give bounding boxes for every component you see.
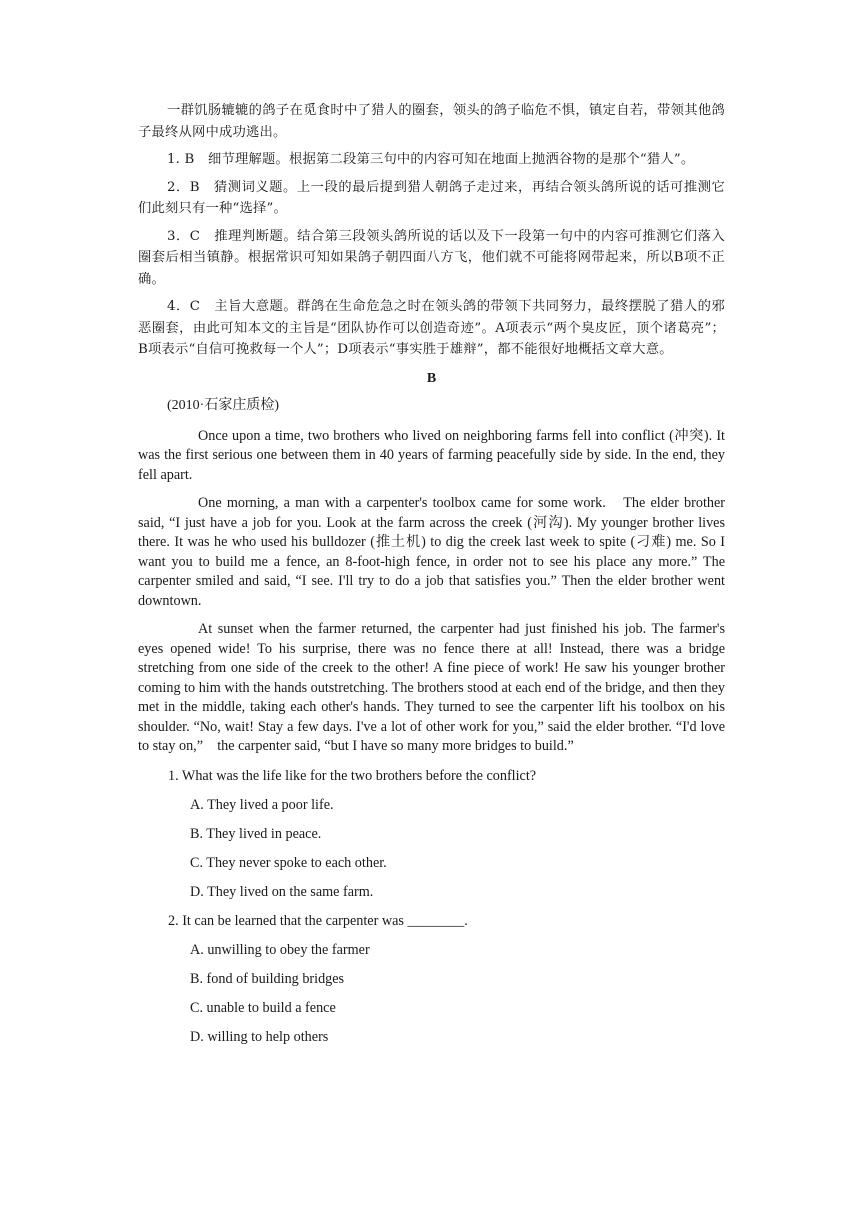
document-page [138,100,725,1056]
passage-paragraph-1: Once upon a time, two brothers who lived on neighboring farms fell into conflict (冲突). It was the first serious one between them in 40 years of farming peacefully side by side. In the end, they fell apart. [138,427,725,483]
answer-explanation-1: 1. B 细节理解题。根据第二段第三句中的内容可知在地面上抛洒谷物的是那个“猎人”。 [167,152,695,167]
source-citation: (2010·石家庄质检) [167,397,279,413]
question-block-2 [138,911,725,1047]
question-block-1 [138,766,725,902]
option-d: D. willing to help others [190,1028,329,1045]
option-c: C. unable to build a fence [190,999,336,1016]
option-a: A. unwilling to obey the farmer [190,941,370,958]
option-a: A. They lived a poor life. [190,796,334,813]
answer-explanation-2: 2．B 猜测词义题。上一段的最后提到猎人朝鸽子走过来，再结合领头鸽所说的话可推测它们此刻只有一种“选择”。 [138,179,725,216]
passage-paragraph-2: One morning, a man with a carpenter's toolbox came for some work. The elder brother said, “I just have a job for you. Look at the farm across the creek (河沟). My younger brother lives there. It was he who used his bulldozer (推土机) to dig the creek last week to spite (刁难) me. So I want you to build me a fence, an 8-foot-high fence, in order not to see his place any more.” The carpenter smiled and said, “I see. I'll try to do a job that satisfies you.” Then the elder brother went downtown. [138,495,725,609]
option-list [138,940,725,1047]
option-b: B. fond of building bridges [190,970,345,987]
option-c: C. They never spoke to each other. [190,854,387,871]
section-title: B [426,370,437,386]
passage-paragraph-3: At sunset when the farmer returned, the carpenter had just finished his job. The farmer's eyes opened wide! To his surprise, there was no fence there at all! Instead, there was a bridge stretching from one side of the creek to the other! A fine piece of work! He saw his younger brother coming to him with the hands outstretching. The brothers stood at each end of the bridge, and then they met in the middle, taking each other's hands. They turned to see the carpenter lift his toolbox on his shoulder. “No, wait! Stay a few days. I've a lot of other work for you,” said the elder brother. “I'd love to stay on,” the carpenter said, “but I have so many more bridges to build.” [138,621,725,754]
option-list [138,795,725,902]
answer-explanation-3: 3．C 推理判断题。结合第三段领头鸽所说的话以及下一段第一句中的内容可推测它们落入圈套后相当镇静。根据常识可知如果鸽子朝四面八方飞，他们就不可能将网带起来，所以B项不正确。 [138,228,725,287]
option-d: D. They lived on the same farm. [190,883,374,900]
summary-paragraph: 一群饥肠辘辘的鸽子在觅食时中了猎人的圈套，领头的鸽子临危不惧，镇定自若，带领其他鸽子最终从网中成功逃出。 [138,103,725,140]
answer-explanation-4: 4．C 主旨大意题。群鸽在生命危急之时在领头鸽的带领下共同努力，最终摆脱了猎人的邪恶圈套，由此可知本文的主旨是“团队协作可以创造奇迹”。A项表示“两个臭皮匠，顶个诸葛亮”；B项表示“自信可挽救每一个人”；D项表示“事实胜于雄辩”，都不能很好地概括文章大意。 [138,299,725,357]
question-stem: 1. What was the life like for the two brothers before the conflict? [168,767,537,784]
option-b: B. They lived in peace. [190,825,322,842]
question-stem: 2. It can be learned that the carpenter was ________. [168,912,468,929]
